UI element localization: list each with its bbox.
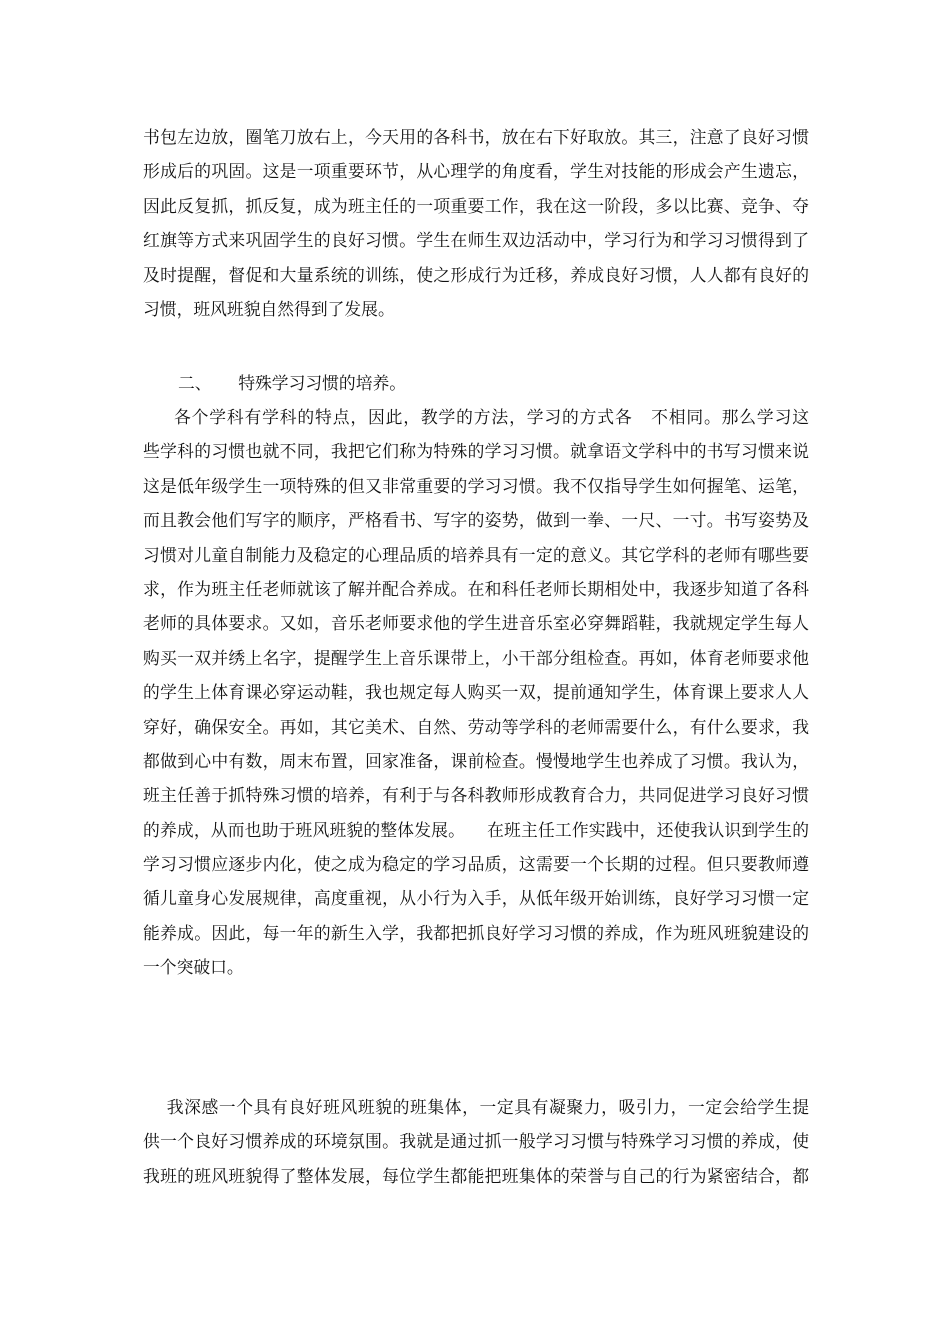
paragraph-2 xyxy=(143,400,809,985)
paragraph-3-line-2: 供一个良好习惯养成的环境氛围。我就是通过抓一般学习习惯与特殊学习习惯的养成，使 xyxy=(143,1131,809,1152)
paragraph-3 xyxy=(143,1090,809,1193)
paragraph-2-line-14: 学习习惯应逐步内化，使之成为稳定的学习品质，这需要一个长期的过程。但只要教师遵 xyxy=(143,854,809,875)
paragraph-2-line-1: 各个学科有学科的特点，因此，教学的方法，学习的方式各 不相同。那么学习这 xyxy=(143,407,809,427)
paragraph-2-line-8: 购买一双并绣上名字，提醒学生上音乐课带上，小干部分组检查。再如，体育老师要求他 xyxy=(143,647,809,668)
paragraph-2-line-2: 些学科的习惯也就不同，我把它们称为特殊的学习习惯。就拿语文学科中的书写习惯来说 xyxy=(143,441,809,462)
paragraph-1-line-5: 及时提醒，督促和大量系统的训练，使之形成行为迁移，养成良好习惯，人人都有良好的 xyxy=(143,264,809,285)
paragraph-2-line-16: 能养成。因此，每一年的新生入学，我都把抓良好学习习惯的养成，作为班风班貌建设的 xyxy=(143,922,809,943)
paragraph-2-line-7: 老师的具体要求。又如，音乐老师要求他的学生进音乐室必穿舞蹈鞋，我就规定学生每人 xyxy=(143,613,809,634)
paragraph-1-line-2: 形成后的巩固。这是一项重要环节，从心理学的角度看，学生对技能的形成会产生遗忘， xyxy=(143,161,809,182)
paragraph-3-line-1: 我深感一个具有良好班风班貌的班集体，一定具有凝聚力，吸引力，一定会给学生提 xyxy=(143,1097,809,1117)
paragraph-1-line-1: 书包左边放，圈笔刀放右上，今天用的各科书，放在右下好取放。其三，注意了良好习惯 xyxy=(143,127,809,147)
paragraph-1 xyxy=(143,120,809,326)
paragraph-2-line-15: 循儿童身心发展规律，高度重视，从小行为入手，从低年级开始训练，良好学习习惯一定 xyxy=(143,888,809,909)
paragraph-2-line-11: 都做到心中有数，周末布置，回家准备，课前检查。慢慢地学生也养成了习惯。我认为， xyxy=(143,750,809,771)
paragraph-1-line-4: 红旗等方式来巩固学生的良好习惯。学生在师生双边活动中，学习行为和学习习惯得到了 xyxy=(143,230,809,251)
paragraph-2-line-5: 习惯对儿童自制能力及稳定的心理品质的培养具有一定的意义。其它学科的老师有哪些要 xyxy=(143,544,809,565)
paragraph-2-line-17: 一个突破口。 xyxy=(143,957,244,978)
paragraph-2-line-3: 这是低年级学生一项特殊的但又非常重要的学习习惯。我不仅指导学生如何握笔、运笔， xyxy=(143,475,809,496)
section-heading: 二、 特殊学习习惯的培养。 xyxy=(178,373,407,393)
paragraph-1-line-3: 因此反复抓，抓反复，成为班主任的一项重要工作，我在这一阶段，多以比赛、竞争、夺 xyxy=(143,195,809,216)
paragraph-2-line-9: 的学生上体育课必穿运动鞋，我也规定每人购买一双，提前通知学生，体育课上要求人人 xyxy=(143,682,809,703)
paragraph-2-line-10: 穿好，确保安全。再如，其它美术、自然、劳动等学科的老师需要什么，有什么要求，我 xyxy=(143,716,809,737)
paragraph-2-line-4: 而且教会他们写字的顺序，严格看书、写字的姿势，做到一拳、一尺、一寸。书写姿势及 xyxy=(143,510,809,531)
paragraph-2-line-13: 的养成，从而也助于班风班貌的整体发展。 在班主任工作实践中，还使我认识到学生的 xyxy=(143,819,809,840)
paragraph-2-line-12: 班主任善于抓特殊习惯的培养，有利于与各科教师形成教育合力，共同促进学习良好习惯 xyxy=(143,785,809,806)
paragraph-1-line-6: 习惯，班风班貌自然得到了发展。 xyxy=(143,298,395,319)
paragraph-2-line-6: 求，作为班主任老师就该了解并配合养成。在和科任老师长期相处中，我逐步知道了各科 xyxy=(143,578,809,599)
paragraph-3-line-3: 我班的班风班貌得了整体发展，每位学生都能把班集体的荣誉与自己的行为紧密结合，都 xyxy=(143,1165,809,1186)
